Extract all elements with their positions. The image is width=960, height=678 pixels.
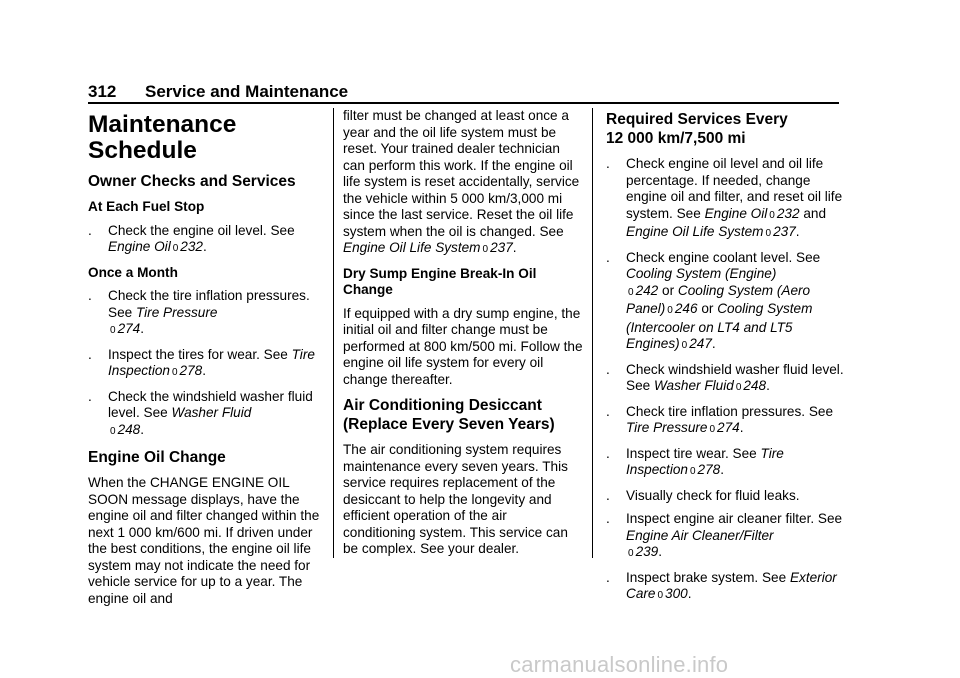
column-divider-2 (592, 108, 593, 558)
xref-link[interactable]: Engine Oil (108, 239, 171, 254)
page-ref[interactable]: 232 (776, 205, 800, 221)
page-ref-arrow-icon: 0 (735, 382, 742, 393)
page-title: Maintenance Schedule (88, 111, 237, 164)
bullet: . (606, 569, 610, 585)
xref-link[interactable]: Engine Oil Life System (343, 240, 481, 255)
list-item: . Inspect engine air cleaner filter. See Engine Air Cleaner/Filter 0 239. (606, 511, 843, 559)
page-ref[interactable]: 239 (635, 544, 659, 559)
page-ref[interactable]: 278 (179, 363, 203, 378)
page-ref-arrow-icon: 0 (709, 424, 716, 435)
xref-link[interactable]: Cooling System (Aero Panel) (626, 282, 811, 316)
column-divider-1 (333, 108, 334, 558)
bullet: . (606, 445, 610, 461)
xref-link[interactable]: Tire Inspection (108, 346, 315, 378)
required-services-heading: Required Services Every 12 000 km/7,500 mi (606, 111, 788, 147)
list-item: . Check the engine oil level. See Engine Oil 0 232. (88, 222, 295, 254)
bullet: . (88, 346, 92, 362)
bullet: . (88, 388, 92, 404)
page-ref[interactable]: 237 (773, 224, 796, 239)
engine-oil-continued-paragraph: filter must be changed at least once a year and the oil life system must be reset. Your trained dealer technician can perform this work. If the engine oil life system is reset accidentally, service the vehicle within 5 000 km/3,000 mi since the last service. Reset the oil life system when the oil is changed. See Engine Oil Life System 0 237. (343, 108, 580, 255)
bullet: . (606, 156, 610, 171)
page-ref-arrow-icon: 0 (110, 325, 116, 336)
page-ref[interactable]: 246 (674, 301, 698, 316)
page-ref-arrow-icon: 0 (689, 466, 696, 477)
xref-link[interactable]: Engine Air Cleaner/Filter (626, 527, 774, 543)
page-ref[interactable]: 274 (717, 420, 740, 435)
page-ref-arrow-icon: 0 (171, 367, 178, 378)
list-item: . Check the windshield washer fluid level. See Washer Fluid 0 248. (88, 388, 313, 437)
list-item: . Check windshield washer fluid level. See Washer Fluid 0 248. (606, 361, 844, 393)
page-ref-arrow-icon: 0 (667, 305, 673, 316)
list-item: . Check tire inflation pressures. See Tire Pressure 0 274. (606, 403, 834, 435)
column-1 (88, 108, 324, 614)
xref-link[interactable]: Washer Fluid (171, 405, 252, 420)
bullet: . (606, 403, 610, 419)
list-item: . Check engine oil level and oil life percentage. If needed, change engine oil and filter, and reset oil life system. See Engine Oil 0 232 and Engine Oil Life System 0 237. (606, 156, 843, 239)
bullet: . (88, 288, 92, 303)
xref-link[interactable]: Tire Pressure (135, 304, 218, 320)
page-ref-arrow-icon: 0 (110, 425, 116, 437)
running-header (88, 80, 840, 104)
ac-desiccant-heading: Air Conditioning Desiccant (Replace Every Seven Years) (343, 397, 555, 433)
page-ref[interactable]: 232 (180, 239, 203, 254)
page-ref-arrow-icon: 0 (628, 286, 634, 298)
page-ref[interactable]: 242 (635, 282, 659, 298)
bullet: . (606, 361, 610, 377)
engine-oil-change-paragraph: When the CHANGE ENGINE OIL SOON message displays, have the engine oil and filter changed within the next 1 000 km/600 mi. If driven under the best conditions, the engine oil life system may not indicate the need for vehicle service for up to a year. The engine oil and (88, 475, 320, 606)
column-3 (606, 108, 846, 612)
page-ref-arrow-icon: 0 (482, 244, 489, 255)
section-title: Service and Maintenance (145, 82, 349, 101)
dry-sump-paragraph: If equipped with a dry sump engine, the initial oil and filter change must be performed at 800 km/500 mi. Follow the engine oil life system for every oil change thereafter. (343, 305, 583, 387)
engine-oil-change-heading: Engine Oil Change (88, 449, 226, 466)
page-ref-arrow-icon: 0 (681, 340, 688, 351)
dry-sump-heading: Dry Sump Engine Break-In Oil Change (343, 265, 537, 297)
page-ref[interactable]: 237 (490, 240, 513, 255)
page-ref-arrow-icon: 0 (628, 548, 634, 559)
page-ref[interactable]: 247 (689, 336, 712, 351)
watermark: carmanualsonline.info (510, 652, 729, 677)
column-2 (343, 108, 583, 565)
bullet: . (606, 249, 610, 265)
list-item: . Inspect tire wear. See Tire Inspection 0 278. (606, 445, 784, 477)
header-rule (88, 102, 839, 104)
bullet: . (88, 222, 92, 238)
list-item: . Check engine coolant level. See Cooling System (Engine) 0 242 or Cooling System (Aero Panel) 0 246 or Cooling System (Intercooler on LT4 and LT5 Engines) 0 247. (606, 249, 821, 351)
bullet: . (606, 487, 610, 503)
xref-link[interactable]: Cooling System (Engine) (626, 266, 777, 281)
page-ref-arrow-icon: 0 (765, 228, 772, 239)
page-ref-arrow-icon: 0 (657, 590, 664, 601)
page-ref[interactable]: 274 (117, 321, 141, 336)
ac-desiccant-paragraph: The air conditioning system requires maintenance every seven years. This service requires replacement of the desiccant to help the longevity and efficient operation of the air conditioning system. This service can be complex. See your dealer. (343, 442, 568, 556)
list-item: . Visually check for fluid leaks. (606, 487, 800, 503)
list-item: . Check the tire inflation pressures. See Tire Pressure 0 274. (88, 288, 310, 336)
xref-link[interactable]: Tire Inspection (626, 445, 784, 477)
page-ref[interactable]: 248 (743, 378, 767, 393)
page-ref-arrow-icon: 0 (172, 243, 179, 254)
xref-link[interactable]: Engine Oil (704, 205, 768, 221)
page-ref[interactable]: 248 (117, 421, 141, 437)
list-item: . Inspect the tires for wear. See Tire Inspection 0 278. (88, 346, 315, 378)
fuel-stop-heading: At Each Fuel Stop (88, 199, 205, 214)
xref-link[interactable]: Cooling System (Intercooler on LT4 and LT5 Engines) (626, 301, 813, 351)
xref-link[interactable]: Tire Pressure (626, 420, 708, 435)
page-ref[interactable]: 278 (697, 462, 721, 477)
xref-link[interactable]: Exterior Care (626, 569, 837, 601)
page-ref-arrow-icon: 0 (769, 209, 775, 221)
xref-link[interactable]: Engine Oil Life System (626, 224, 764, 239)
owner-checks-heading: Owner Checks and Services (88, 173, 296, 190)
once-a-month-heading: Once a Month (88, 264, 178, 280)
page-ref[interactable]: 300 (665, 586, 688, 601)
page-number: 312 (88, 82, 117, 101)
xref-link[interactable]: Washer Fluid (653, 378, 734, 393)
list-item: . Inspect brake system. See Exterior Care 0 300. (606, 569, 837, 601)
bullet: . (606, 511, 610, 526)
